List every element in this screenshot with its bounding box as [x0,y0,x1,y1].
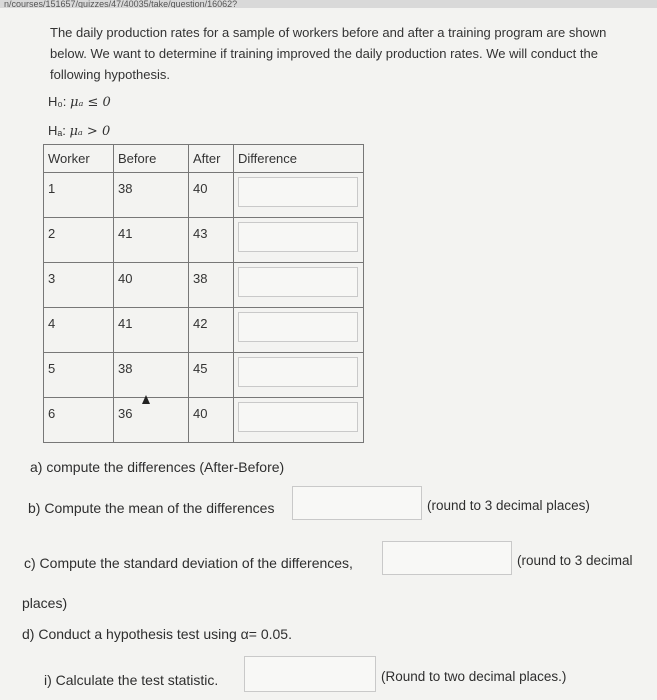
alternative-hypothesis-prefix: Hₐ: [48,123,70,138]
cell-after: 43 [189,218,234,263]
difference-input-2[interactable] [238,222,358,252]
cell-after: 38 [189,263,234,308]
data-table [43,144,364,443]
header-before: Before [114,145,189,173]
difference-input-6[interactable] [238,402,358,432]
cell-worker: 2 [44,218,114,263]
cell-worker: 4 [44,308,114,353]
null-hypothesis-expression: μₐ ≤ 0 [70,95,111,110]
cell-difference [234,218,364,263]
table-row [44,263,364,308]
header-worker: Worker [44,145,114,173]
cell-difference [234,308,364,353]
cell-before: 40 [114,263,189,308]
mean-input[interactable] [292,486,422,520]
question-b: b) Compute the mean of the differences [28,500,275,516]
cell-after: 40 [189,398,234,443]
cell-worker: 5 [44,353,114,398]
test-statistic-input[interactable] [244,656,376,692]
question-d-i-note: (Round to two decimal places.) [381,669,567,684]
cell-after: 40 [189,173,234,218]
header-difference: Difference [234,145,364,173]
difference-input-1[interactable] [238,177,358,207]
difference-input-4[interactable] [238,312,358,342]
question-intro: The daily production rates for a sample of workers before and after a training program are shown below. We want to determine if training improved the daily production rates. We will conduct the following hypothesis. [50,25,607,82]
cell-worker: 3 [44,263,114,308]
url-strip: n/courses/151657/quizzes/47/40035/take/question/16062? [0,0,657,8]
question-b-note: (round to 3 decimal places) [427,498,590,513]
table-row [44,173,364,218]
mouse-cursor-icon [142,395,150,404]
question-c-continued: places) [22,595,68,611]
table-row [44,308,364,353]
alternative-hypothesis-expression: μₐ > 0 [69,124,111,139]
cell-after: 45 [189,353,234,398]
cell-before: 41 [114,218,189,263]
cell-before: 36 [114,398,189,443]
table-row [44,353,364,398]
difference-input-3[interactable] [238,267,358,297]
cell-before: 41 [114,308,189,353]
table-row [44,218,364,263]
cell-worker: 1 [44,173,114,218]
question-a: a) compute the differences (After-Before) [30,459,285,475]
question-c: c) Compute the standard deviation of the differences, [24,555,353,571]
cell-worker: 6 [44,398,114,443]
cell-after: 42 [189,308,234,353]
header-after: After [189,145,234,173]
std-dev-input[interactable] [382,541,512,575]
table-header-row [44,145,364,173]
cell-difference [234,173,364,218]
question-page [0,8,657,700]
cell-before: 38 [114,353,189,398]
cell-before: 38 [114,173,189,218]
null-hypothesis [48,94,111,110]
alternative-hypothesis [48,123,110,139]
cell-difference [234,398,364,443]
question-d-i: i) Calculate the test statistic. [44,672,219,688]
question-d: d) Conduct a hypothesis test using α= 0.05. [22,626,292,642]
question-c-note: (round to 3 decimal [517,553,633,568]
table-row [44,398,364,443]
difference-input-5[interactable] [238,357,358,387]
null-hypothesis-prefix: H₀: [48,94,71,109]
cell-difference [234,353,364,398]
cell-difference [234,263,364,308]
